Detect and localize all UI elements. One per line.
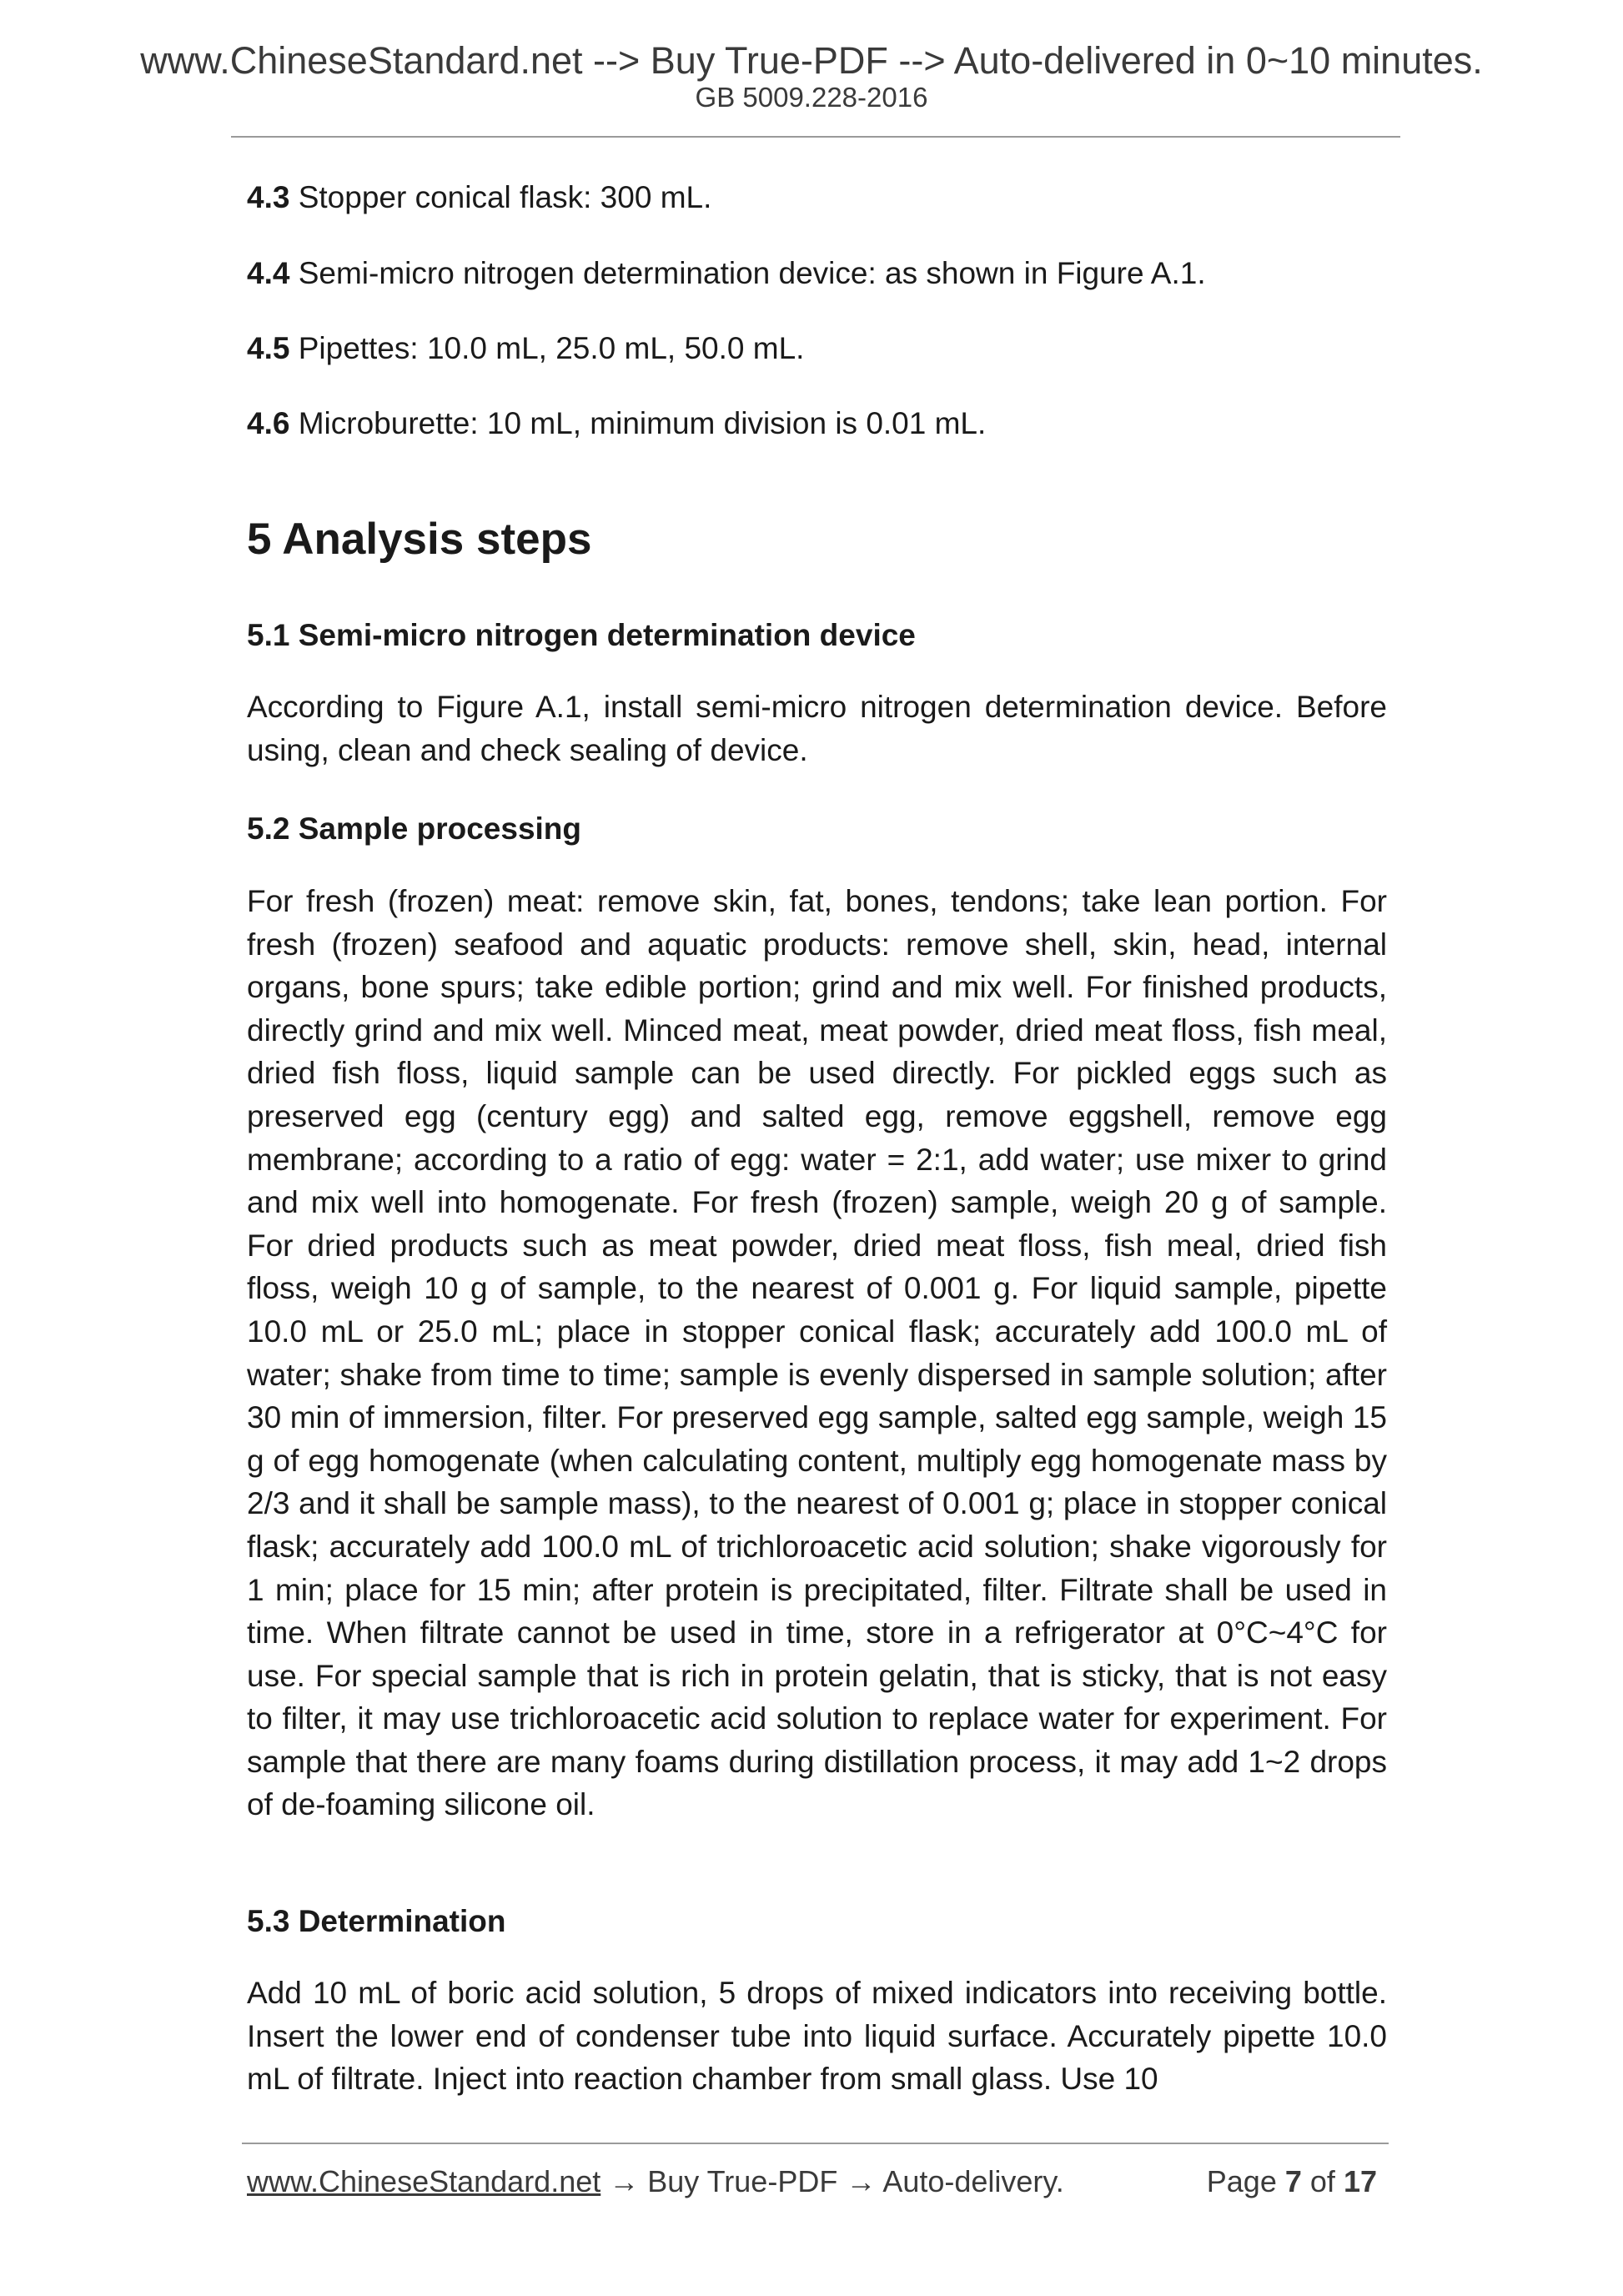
page-total: 17 [1343,2164,1377,2198]
of-label: of [1309,2164,1335,2198]
site-banner: www.ChineseStandard.net --> Buy True-PDF --> Auto-delivered in 0~10 minutes. [140,39,1483,82]
page-indicator [1207,2163,1377,2200]
item-number: 4.5 [247,331,290,365]
list-item [247,408,986,439]
site-link[interactable]: www.ChineseStandard.net [247,2164,601,2198]
subsection-heading: 5.1 Semi-micro nitrogen determination device [247,618,916,652]
item-text: Stopper conical flask: 300 mL. [298,180,712,214]
list-item [247,333,804,364]
item-text: Pipettes: 10.0 mL, 25.0 mL, 50.0 mL. [298,331,805,365]
list-item [247,182,711,213]
item-number: 4.4 [247,256,290,290]
subsection-heading: 5.3 Determination [247,1904,506,1938]
paragraph: For fresh (frozen) meat: remove skin, fat, bones, tendons; take lean portion. For fresh (frozen) seafood and aquatic products: remove shell, skin, head, internal organs, bone spurs; take edible portion; grind and mix well. For finished products, directly grind and mix well. Minced meat, meat powder, dried meat floss, fish meal, dried fish floss, liquid sample can be used directly. For pickled eggs such as preserved egg (century egg) and salted egg, remove eggshell, remove egg membrane; according to a ratio of egg: water = 2:1, add water; use mixer to grind and mix well into homogenate. For fresh (frozen) sample, weigh 20 g of sample. For dried products such as meat powder, dried meat floss, fish meal, dried fish floss, weigh 10 g of sample, to the nearest of 0.001 g. For liquid sample, pipette 10.0 mL or 25.0 mL; place in stopper conical flask; accurately add 100.0 mL of water; shake from time to time; sample is evenly dispersed in sample solution; after 30 min of immersion, filter. For preserved egg sample, salted egg sample, weigh 15 g of egg homogenate (when calculating content, multiply egg homogenate mass by 2/3 and it shall be sample mass), to the nearest of 0.001 g; place in stopper conical flask; accurately add 100.0 mL of trichloroacetic acid solution; shake vigorously for 1 min; place for 15 min; after protein is precipitated, filter. Filtrate shall be used in time. When filtrate cannot be used in time, store in a refrigerator at 0°C~4°C for use. For special sample that is rich in protein gelatin, that is sticky, that is not easy to filter, it may use trichloroacetic acid solution to replace water for experiment. For sample that there are many foams during distillation process, it may add 1~2 drops of de-foaming silicone oil. [247,884,1387,1822]
footer-tagline: → Buy True-PDF → Auto-delivery. [600,2164,1064,2198]
page-footer [247,2163,1387,2200]
paragraph: Add 10 mL of boric acid solution, 5 drops of mixed indicators into receiving bottle. Insert the lower end of condenser tube into liquid surface. Accurately pipette 10.0 mL of filtrate. Inject into reaction chamber from small glass. Use 10 [247,1976,1387,2097]
page-current: 7 [1284,2164,1302,2198]
footer-divider [242,2143,1389,2144]
list-item [247,258,1206,289]
item-number: 4.3 [247,180,290,214]
standard-code: GB 5009.228-2016 [695,82,928,113]
paragraph: According to Figure A.1, install semi-micro nitrogen determination device. Before using, clean and check sealing of device. [247,690,1387,767]
header-divider [231,136,1400,138]
footer-left [247,2163,1064,2200]
item-text: Semi-micro nitrogen determination device: as shown in Figure A.1. [298,256,1206,290]
page-label: Page [1206,2164,1277,2198]
subsection-heading: 5.2 Sample processing [247,811,582,846]
item-number: 4.6 [247,406,290,440]
item-text: Microburette: 10 mL, minimum division is 0.01 mL. [298,406,987,440]
section-heading: 5 Analysis steps [247,515,592,564]
